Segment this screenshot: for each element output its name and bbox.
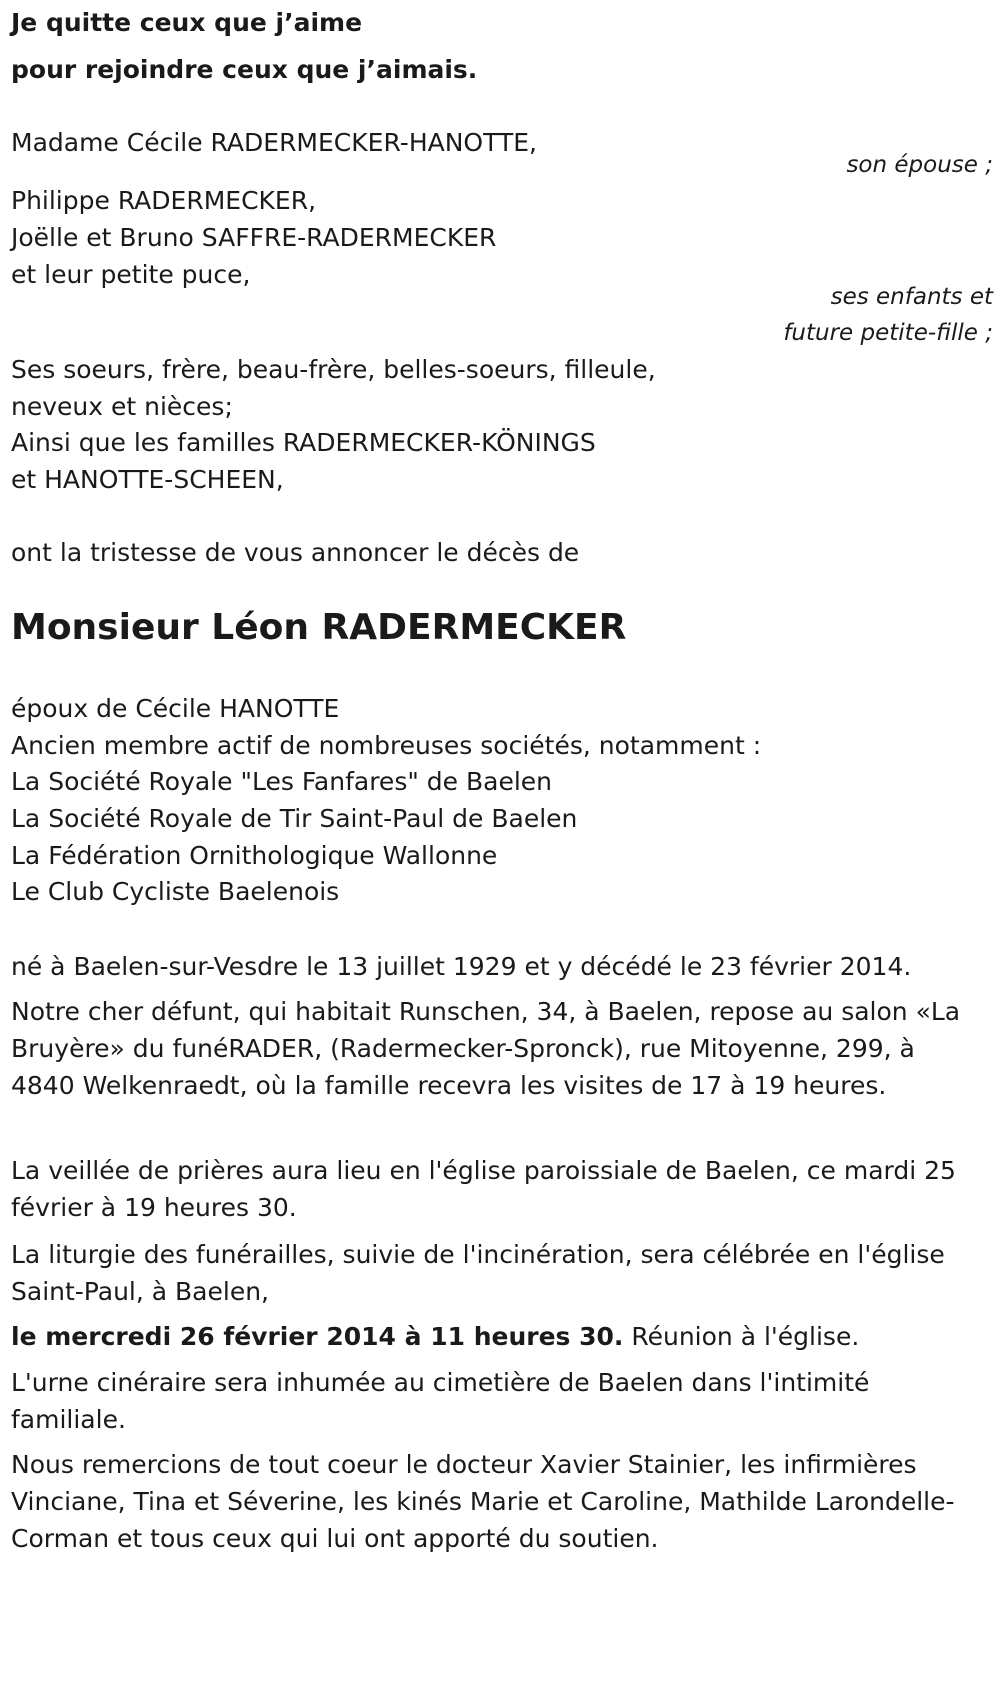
- spouse-name: Madame Cécile RADERMECKER-HANOTTE,: [11, 128, 537, 157]
- children-role-2: future petite-fille ;: [783, 320, 993, 346]
- children-role-1: ses enfants et: [830, 284, 993, 310]
- children-line-2: Joëlle et Bruno SAFFRE-RADERMECKER: [11, 223, 497, 252]
- announcement-text: ont la tristesse de vous annoncer le décès de: [11, 538, 580, 567]
- date-paragraph: [11, 1318, 986, 1355]
- others-line-3: Ainsi que les familles RADERMECKER-KÖNINGS: [11, 428, 596, 457]
- epigraph-line-1: Je quitte ceux que j’aime: [11, 8, 363, 37]
- spouse-role: son épouse ;: [846, 152, 993, 178]
- details-line-4: La Société Royale de Tir Saint-Paul de Baelen: [11, 804, 578, 833]
- others-line-1: Ses soeurs, frère, beau-frère, belles-soeurs, filleule,: [11, 355, 656, 384]
- deceased-name: Monsieur Léon RADERMECKER: [11, 607, 627, 648]
- details-line-6: Le Club Cycliste Baelenois: [11, 877, 340, 906]
- thanks-paragraph: Nous remercions de tout coeur le docteur Xavier Stainier, les infirmières Vinciane, Tina et Séverine, les kinés Marie et Caroline, Mathilde Larondelle-Corman et tous ceux qui lui ont apporté du soutien.: [11, 1450, 955, 1553]
- details-line-1: époux de Cécile HANOTTE: [11, 694, 340, 723]
- urn-paragraph: L'urne cinéraire sera inhumée au cimetière de Baelen dans l'intimité familiale.: [11, 1368, 870, 1434]
- liturgy-paragraph: La liturgie des funérailles, suivie de l'incinération, sera célébrée en l'église Saint-Paul, à Baelen,: [11, 1240, 945, 1306]
- details-line-2: Ancien membre actif de nombreuses sociétés, notamment :: [11, 731, 762, 760]
- birth-death-line: né à Baelen-sur-Vesdre le 13 juillet 1929 et y décédé le 23 février 2014.: [11, 952, 912, 981]
- rest-paragraph: Notre cher défunt, qui habitait Runschen, 34, à Baelen, repose au salon «La Bruyère» du funéRADER, (Radermecker-Spronck), rue Mitoyenne, 299, à 4840 Welkenraedt, où la famille recevra les visites de 17 à 19 heures.: [11, 997, 961, 1100]
- epigraph-line-2: pour rejoindre ceux que j’aimais.: [11, 55, 478, 84]
- funeral-meeting: Réunion à l'église.: [623, 1322, 860, 1351]
- details-line-3: La Société Royale "Les Fanfares" de Baelen: [11, 767, 553, 796]
- children-line-3: et leur petite puce,: [11, 260, 251, 289]
- funeral-date: le mercredi 26 février 2014 à 11 heures 30.: [11, 1322, 624, 1351]
- children-line-1: Philippe RADERMECKER,: [11, 186, 317, 215]
- others-line-2: neveux et nièces;: [11, 392, 233, 421]
- details-line-5: La Fédération Ornithologique Wallonne: [11, 841, 498, 870]
- vigil-paragraph: La veillée de prières aura lieu en l'église paroissiale de Baelen, ce mardi 25 février à 19 heures 30.: [11, 1156, 956, 1222]
- others-line-4: et HANOTTE-SCHEEN,: [11, 465, 284, 494]
